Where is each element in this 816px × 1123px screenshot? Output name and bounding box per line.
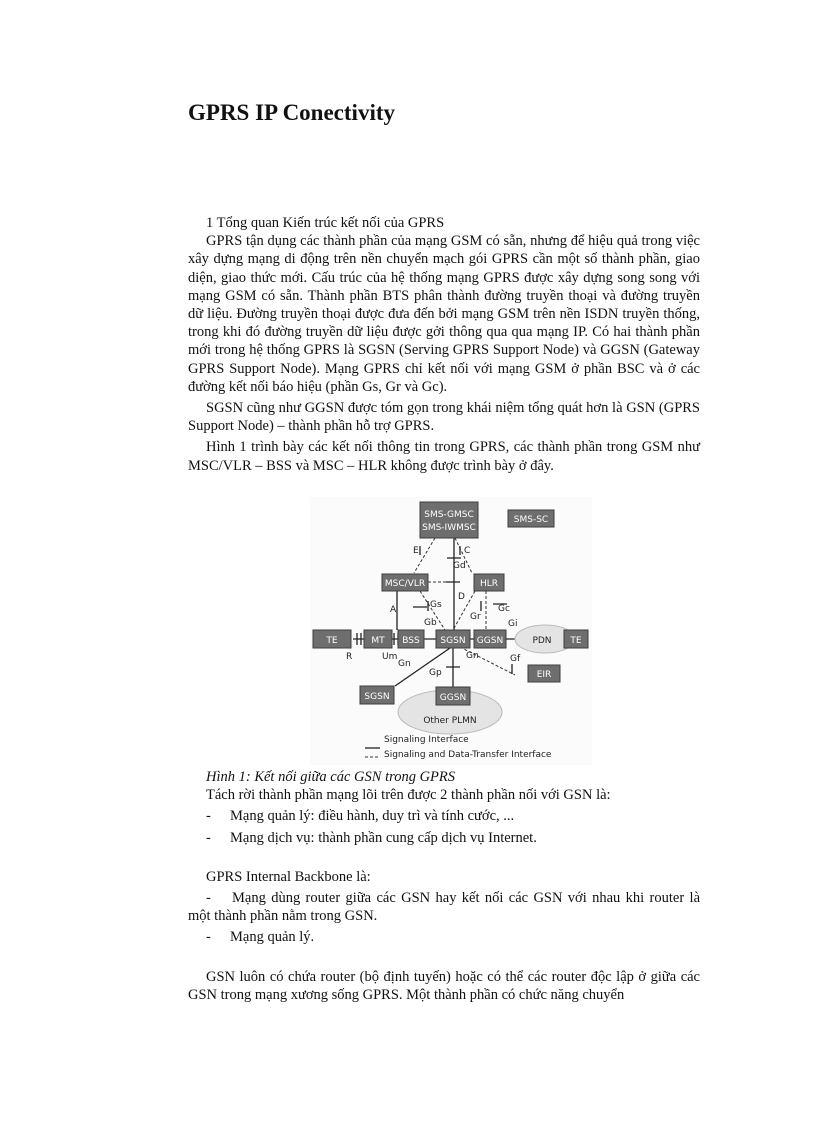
- legend-data-transfer: Signaling and Data-Transfer Interface: [384, 750, 552, 760]
- page-title: GPRS IP Conectivity: [188, 100, 395, 125]
- node-sms-gmsc: SMS-GMSC: [424, 510, 474, 520]
- iface-c: C: [464, 546, 471, 556]
- paragraph-2: SGSN cũng như GGSN được tóm gọn trong khái niệm tổng quát hơn là GSN (GPRS Support Node) – thành phần hỗ trợ GPRS.: [188, 400, 700, 435]
- paragraph-4: Tách rời thành phần mạng lõi trên được 2 thành phần nối với GSN là:: [206, 787, 611, 804]
- node-hlr: HLR: [479, 579, 499, 589]
- body-text: [188, 214, 700, 475]
- gprs-architecture-figure: [310, 497, 592, 765]
- iface-gp: Gp: [429, 668, 442, 678]
- list2-item-2: [188, 928, 700, 946]
- dash-marker: -: [206, 890, 211, 907]
- iface-gn-2: Gn: [466, 651, 479, 661]
- list2-item-2-text: Mạng quản lý.: [230, 929, 315, 946]
- node-other-plmn: Other PLMN: [423, 716, 477, 726]
- body-text-lower: [188, 768, 700, 1004]
- node-sms-sc: SMS-SC: [513, 515, 549, 525]
- iface-gc: Gc: [498, 604, 510, 614]
- iface-gr: Gr: [470, 612, 481, 622]
- list1-item-1-text: Mạng quản lý: điều hành, duy trì và tính cước, ...: [230, 808, 515, 825]
- legend-signaling: Signaling Interface: [384, 735, 469, 745]
- paragraph-3: Hình 1 trình bày các kết nối thông tin trong GPRS, các thành phần trong GSM như MSC/VLR – BSS và MSC – HLR không được trình bày ở đây.: [188, 439, 700, 474]
- node-pdn: PDN: [532, 636, 552, 646]
- iface-gd: Gd: [453, 561, 466, 571]
- node-ggsn: GGSN: [476, 636, 504, 646]
- figure-caption: Hình 1: Kết nối giữa các GSN trong GPRS: [206, 769, 456, 785]
- iface-e: E: [413, 546, 419, 556]
- paragraph-1: GPRS tận dụng các thành phần của mạng GSM có sẵn, nhưng để hiệu quả trong việc xây dựng mạng di động trên nền chuyển mạch gói GPRS cần một số thành phần, giao diện, giao thức mới. Cấu trúc của hệ thống mạng GPRS được xây dựng song song với mạng GSM có sẵn. Thành phần BTS phân thành đường truyền thoại và đường truyền dữ liệu. Đường truyền thoại được đưa đến bởi mạng GSM trên nền ISDN truyền thống, trong khi đó đường truyền dữ liệu được gởi thông qua qua mạng IP. Có hai thành phần mới trong hệ thống GPRS là SGSN (Serving GPRS Support Node) và GGSN (Gateway GPRS Support Node). Mạng GPRS chỉ kết nối với mạng GSM ở phần BSC và ở các đường kết nối báo hiệu (phần Gs, Gr và Gc).: [188, 233, 700, 395]
- node-mt: MT: [371, 636, 385, 646]
- dash-marker: -: [206, 929, 211, 946]
- iface-d: D: [458, 592, 465, 602]
- iface-gf: Gf: [510, 654, 521, 664]
- iface-gb: Gb: [424, 618, 437, 628]
- figure-svg: [310, 497, 592, 765]
- node-bss: BSS: [402, 636, 420, 646]
- iface-gn-1: Gn: [398, 659, 411, 669]
- node-sms-iwmsc: SMS-IWMSC: [422, 523, 476, 533]
- paragraph-6: GSN luôn có chứa router (bộ định tuyến) hoặc có thể các router độc lập ở giữa các GSN trong mạng xương sống GPRS. Một thành phần có chức năng chuyển: [188, 968, 700, 1003]
- node-te-right: TE: [570, 636, 582, 646]
- dash-marker: -: [206, 808, 211, 825]
- node-sgsn-lower: SGSN: [364, 692, 390, 702]
- iface-gi: Gi: [508, 619, 518, 629]
- node-te-left: TE: [326, 636, 338, 646]
- iface-r: R: [346, 652, 353, 662]
- list2-item-1-text: Mạng dùng router giữa các GSN hay kết nối các GSN với nhau khi router là một thành phần nằm trong GSN.: [188, 890, 700, 925]
- list1-item-2-text: Mạng dịch vụ: thành phần cung cấp dịch vụ Internet.: [230, 829, 537, 846]
- node-eir: EIR: [536, 670, 552, 680]
- list1-item-2: [188, 829, 700, 847]
- list1-item-1: [188, 807, 700, 825]
- iface-gs: Gs: [430, 600, 442, 610]
- iface-a: A: [390, 605, 397, 615]
- list2-item-1: [188, 889, 700, 925]
- node-ggsn-lower: GGSN: [439, 693, 467, 703]
- iface-um: Um: [382, 652, 398, 662]
- dash-marker: -: [206, 829, 211, 846]
- node-msc-vlr: MSC/VLR: [384, 579, 426, 589]
- paragraph-5: GPRS Internal Backbone là:: [206, 868, 371, 885]
- node-sgsn: SGSN: [440, 636, 466, 646]
- section-heading: 1 Tổng quan Kiến trúc kết nối của GPRS: [206, 215, 445, 231]
